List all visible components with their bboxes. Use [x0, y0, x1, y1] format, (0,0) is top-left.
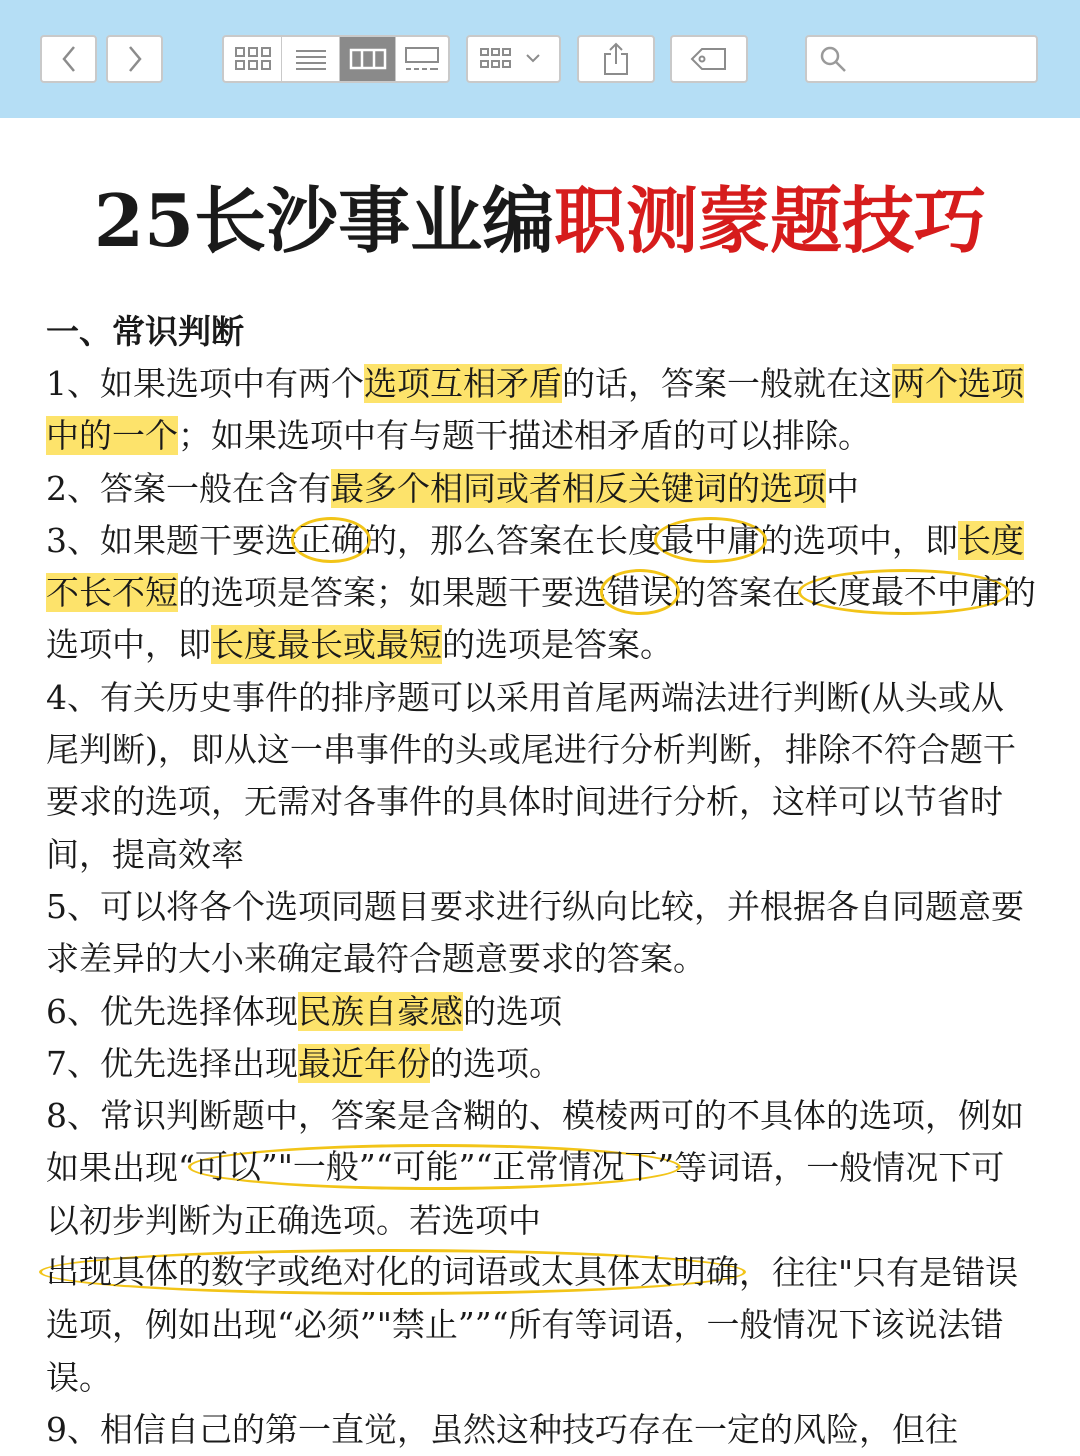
list-view-button[interactable]: [282, 37, 340, 81]
text: 的选项。: [430, 1043, 562, 1083]
tip-6: [46, 986, 1036, 1038]
text: 5、可以将各个选项同题目要求进行纵向比较，并根据各自同题意要求差异的大小来确定最符合题意要求的答案。: [46, 886, 1024, 979]
tip-3: [46, 515, 1036, 672]
text: 等词语，一般情况下可以初步判断为正确选项。若选项中: [46, 1148, 1005, 1240]
text: 3、如果题干要选: [46, 520, 298, 560]
circled-text: 长度最不中庸: [798, 569, 1010, 615]
text: 的选项: [463, 991, 562, 1031]
title-black: 25长沙事业编: [93, 178, 555, 263]
text: 7、优先选择出现: [46, 1043, 298, 1083]
back-button[interactable]: [40, 35, 97, 83]
highlight: 两个选项中的一个: [46, 364, 1024, 456]
tip-5: [46, 881, 1036, 986]
section-heading: 一、常识判断: [46, 312, 244, 351]
forward-button[interactable]: [106, 35, 163, 83]
toolbar: [0, 0, 1080, 118]
tip-1: [46, 358, 1036, 463]
highlight: 长度不长不短: [46, 520, 1024, 613]
gallery-view-icon: [403, 46, 441, 72]
share-icon: [601, 42, 631, 76]
circled-text: 可以”"一般”“可能”“正常情况下”: [188, 1144, 681, 1190]
grid-view-icon: [234, 46, 272, 72]
search-icon: [819, 45, 847, 73]
column-view-icon: [349, 47, 387, 71]
highlight: 最多个相同或者相反关键词的选项: [331, 468, 826, 508]
share-button[interactable]: [577, 35, 655, 83]
article-body: [46, 306, 1036, 1456]
text: 2、答案一般在含有: [46, 468, 331, 508]
text: ，往往"只有是错误选项，例如出现“必须”"禁止””“所有等词语，一般情况下该说法错误。: [46, 1253, 1019, 1397]
text: 的，那么答案在长度: [364, 520, 661, 560]
page-title: [0, 178, 1080, 264]
text: 的答案在: [673, 573, 805, 613]
text: ；如果选项中有与题干描述相矛盾的可以排除。: [178, 416, 871, 456]
highlight: 民族自豪感: [298, 991, 463, 1031]
text: 的选项中，即: [760, 520, 958, 560]
tag-icon: [690, 47, 728, 71]
text: 9、相信自己的第一直觉，虽然这种技巧存在一定的风险，但往: [46, 1409, 958, 1449]
tip-9: [46, 1404, 1036, 1456]
text: 的选项是答案。: [442, 625, 673, 665]
tag-button[interactable]: [670, 35, 748, 83]
title-red: 职测蒙题技巧: [554, 178, 987, 263]
highlight: 长度最长或最短: [211, 625, 442, 665]
tip-2: [46, 463, 1036, 515]
text: 4、有关历史事件的排序题可以采用首尾两端法进行判断(从头或从尾判断)，即从这一串事件的头或尾进行分析判断，排除不符合题干要求的选项，无需对各事件的具体时间进行分析，这样可以节省时间，提高效率: [46, 677, 1016, 874]
search-field[interactable]: [805, 35, 1038, 83]
circled-text: 最中庸: [654, 517, 767, 563]
tip-4: [46, 672, 1036, 881]
highlight: 最近年份: [298, 1043, 430, 1083]
text: 6、优先选择体现: [46, 991, 298, 1031]
tip-7: [46, 1038, 1036, 1090]
text: 的选项中，即: [46, 573, 1036, 665]
text: 的话，答案一般就在这: [562, 364, 892, 403]
circled-text: 错误: [600, 569, 680, 615]
list-view-icon: [294, 47, 328, 71]
text: 1、如果选项中有两个: [46, 364, 364, 403]
group-by-icon: [479, 46, 549, 72]
chevron-right-icon: [127, 45, 143, 73]
text: 中: [826, 468, 859, 508]
circled-text: 正确: [291, 517, 371, 563]
tip-8: [46, 1090, 1036, 1404]
highlight: 选项互相矛盾: [364, 364, 562, 403]
grid-view-button[interactable]: [224, 37, 282, 81]
text: 8、常识判断题中，答案是含糊的、模棱两可的不具体的选项，例如如果出现“: [46, 1096, 1024, 1188]
text: 的选项是答案；如果题干要选: [178, 573, 607, 613]
circled-text: 出现具体的数字或绝对化的词语或太具体太明确: [39, 1249, 746, 1295]
chevron-left-icon: [61, 45, 77, 73]
gallery-view-button[interactable]: [396, 37, 448, 81]
group-by-button[interactable]: [466, 35, 561, 83]
column-view-button[interactable]: [340, 37, 396, 81]
view-mode-group: [222, 35, 450, 83]
